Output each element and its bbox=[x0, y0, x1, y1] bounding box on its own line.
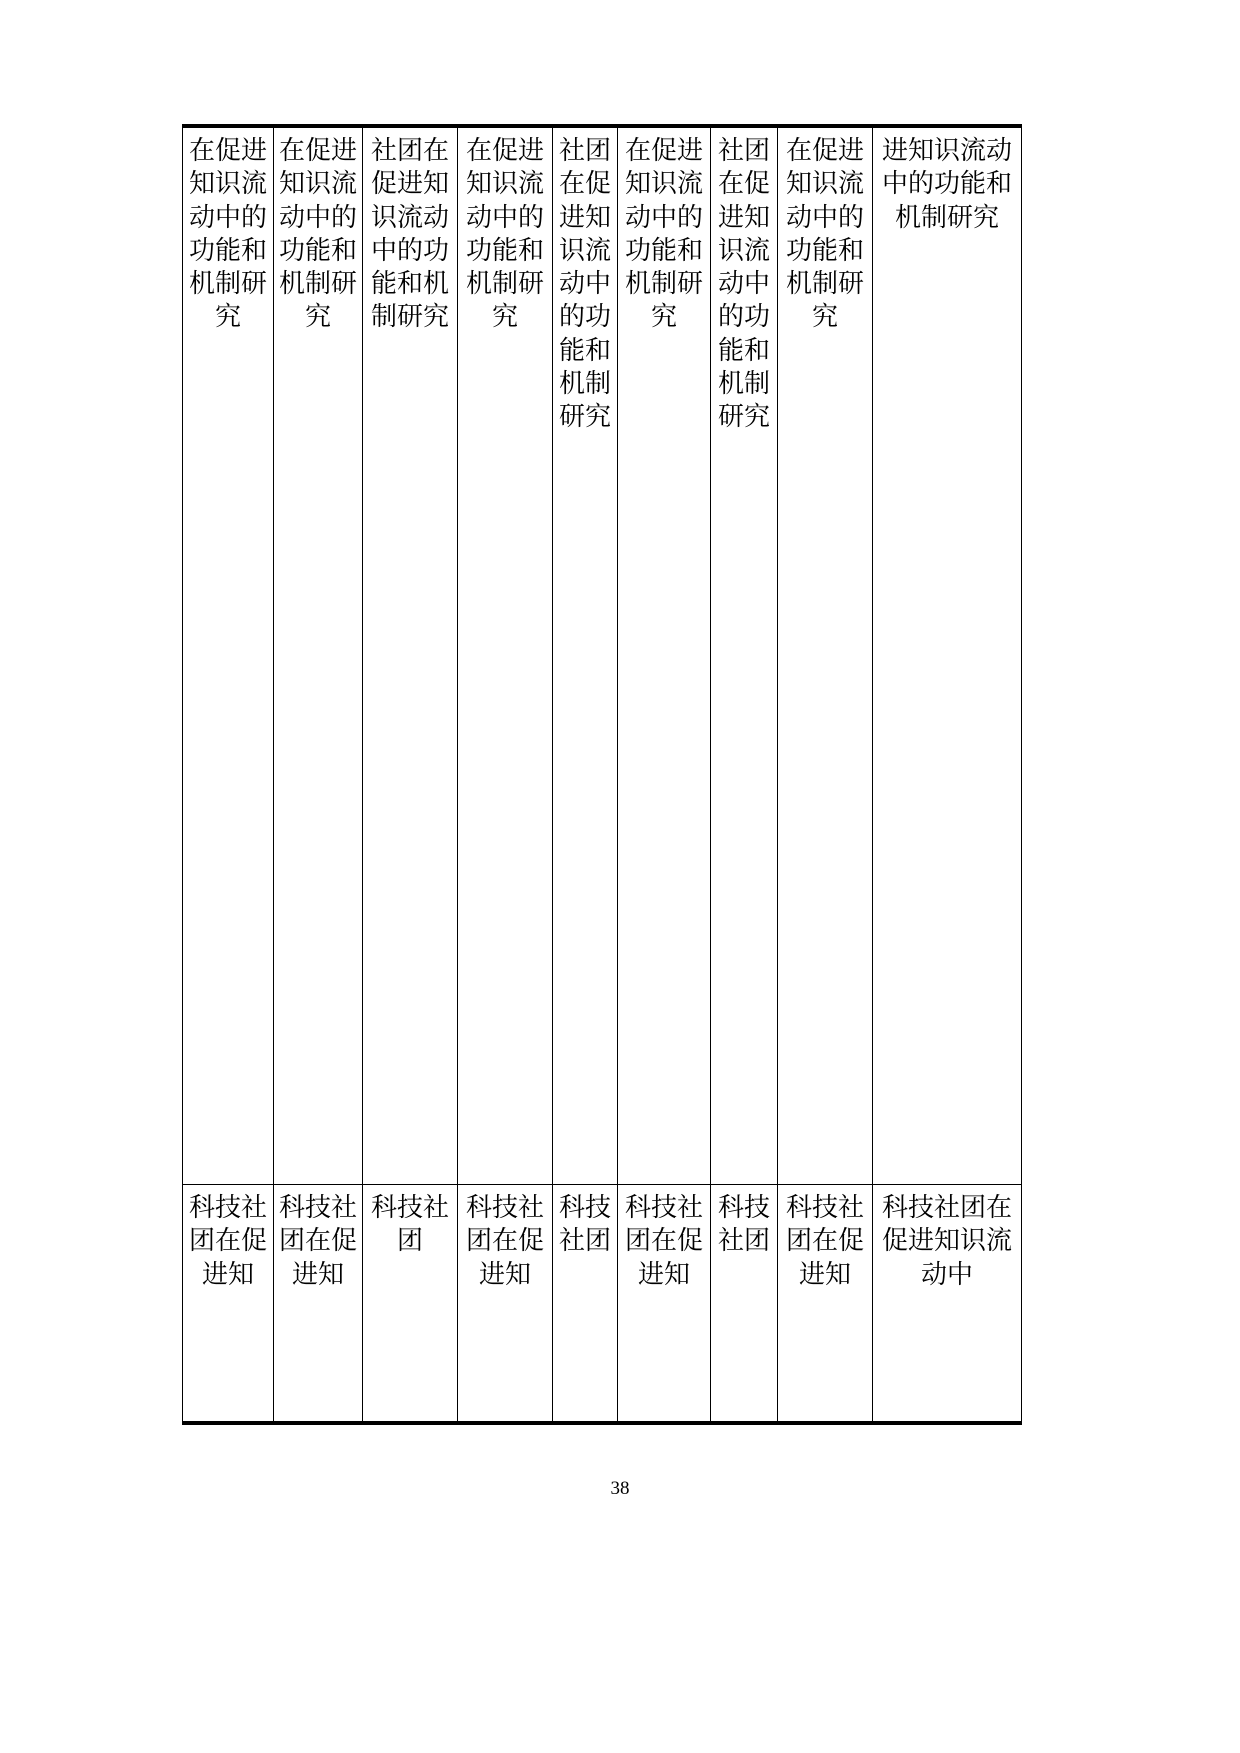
table-cell bbox=[274, 126, 363, 1185]
content-table bbox=[182, 124, 1022, 1425]
cell-text: 社团在促进知识流动中的功能和机制研究 bbox=[558, 136, 611, 432]
cell-text: 科技社团在促进知 bbox=[624, 1193, 703, 1289]
cell-text: 科技社团 bbox=[558, 1193, 611, 1256]
cell-text: 社团在促进知识流动中的功能和机制研究 bbox=[370, 136, 449, 332]
cell-text: 科技社团 bbox=[717, 1193, 770, 1256]
table-cell bbox=[458, 126, 553, 1185]
table-cell bbox=[363, 126, 458, 1185]
cell-text: 在促进知识流动中的功能和机制研究 bbox=[278, 136, 357, 332]
table-cell bbox=[711, 126, 778, 1185]
table-cell bbox=[458, 1185, 553, 1424]
cell-text: 在促进知识流动中的功能和机制研究 bbox=[785, 136, 864, 332]
cell-text: 科技社团 bbox=[370, 1193, 449, 1256]
table-cell bbox=[778, 126, 873, 1185]
table-cell bbox=[183, 1185, 274, 1424]
cell-text: 科技社团在促进知 bbox=[188, 1193, 267, 1289]
table-cell bbox=[183, 126, 274, 1185]
cell-text: 在促进知识流动中的功能和机制研究 bbox=[465, 136, 544, 332]
table-cell bbox=[363, 1185, 458, 1424]
table-cell bbox=[778, 1185, 873, 1424]
table-row bbox=[183, 126, 1022, 1185]
cell-text: 科技社团在促进知 bbox=[465, 1193, 544, 1289]
table-row bbox=[183, 1185, 1022, 1424]
table-cell bbox=[553, 1185, 618, 1424]
table-cell bbox=[873, 1185, 1022, 1424]
cell-text: 进知识流动中的功能和机制研究 bbox=[881, 136, 1012, 232]
table-cell bbox=[618, 126, 711, 1185]
cell-text: 科技社团在促进知 bbox=[278, 1193, 357, 1289]
table-cell bbox=[711, 1185, 778, 1424]
table-cell bbox=[274, 1185, 363, 1424]
table-cell bbox=[618, 1185, 711, 1424]
cell-text: 在促进知识流动中的功能和机制研究 bbox=[624, 136, 703, 332]
table-cell bbox=[553, 126, 618, 1185]
page-number: 38 bbox=[610, 1478, 630, 1499]
cell-text: 科技社团在促进知 bbox=[785, 1193, 864, 1289]
table-cell bbox=[873, 126, 1022, 1185]
cell-text: 社团在促进知识流动中的功能和机制研究 bbox=[717, 136, 770, 432]
cell-text: 在促进知识流动中的功能和机制研究 bbox=[188, 136, 267, 332]
cell-text: 科技社团在促进知识流动中 bbox=[881, 1193, 1012, 1289]
